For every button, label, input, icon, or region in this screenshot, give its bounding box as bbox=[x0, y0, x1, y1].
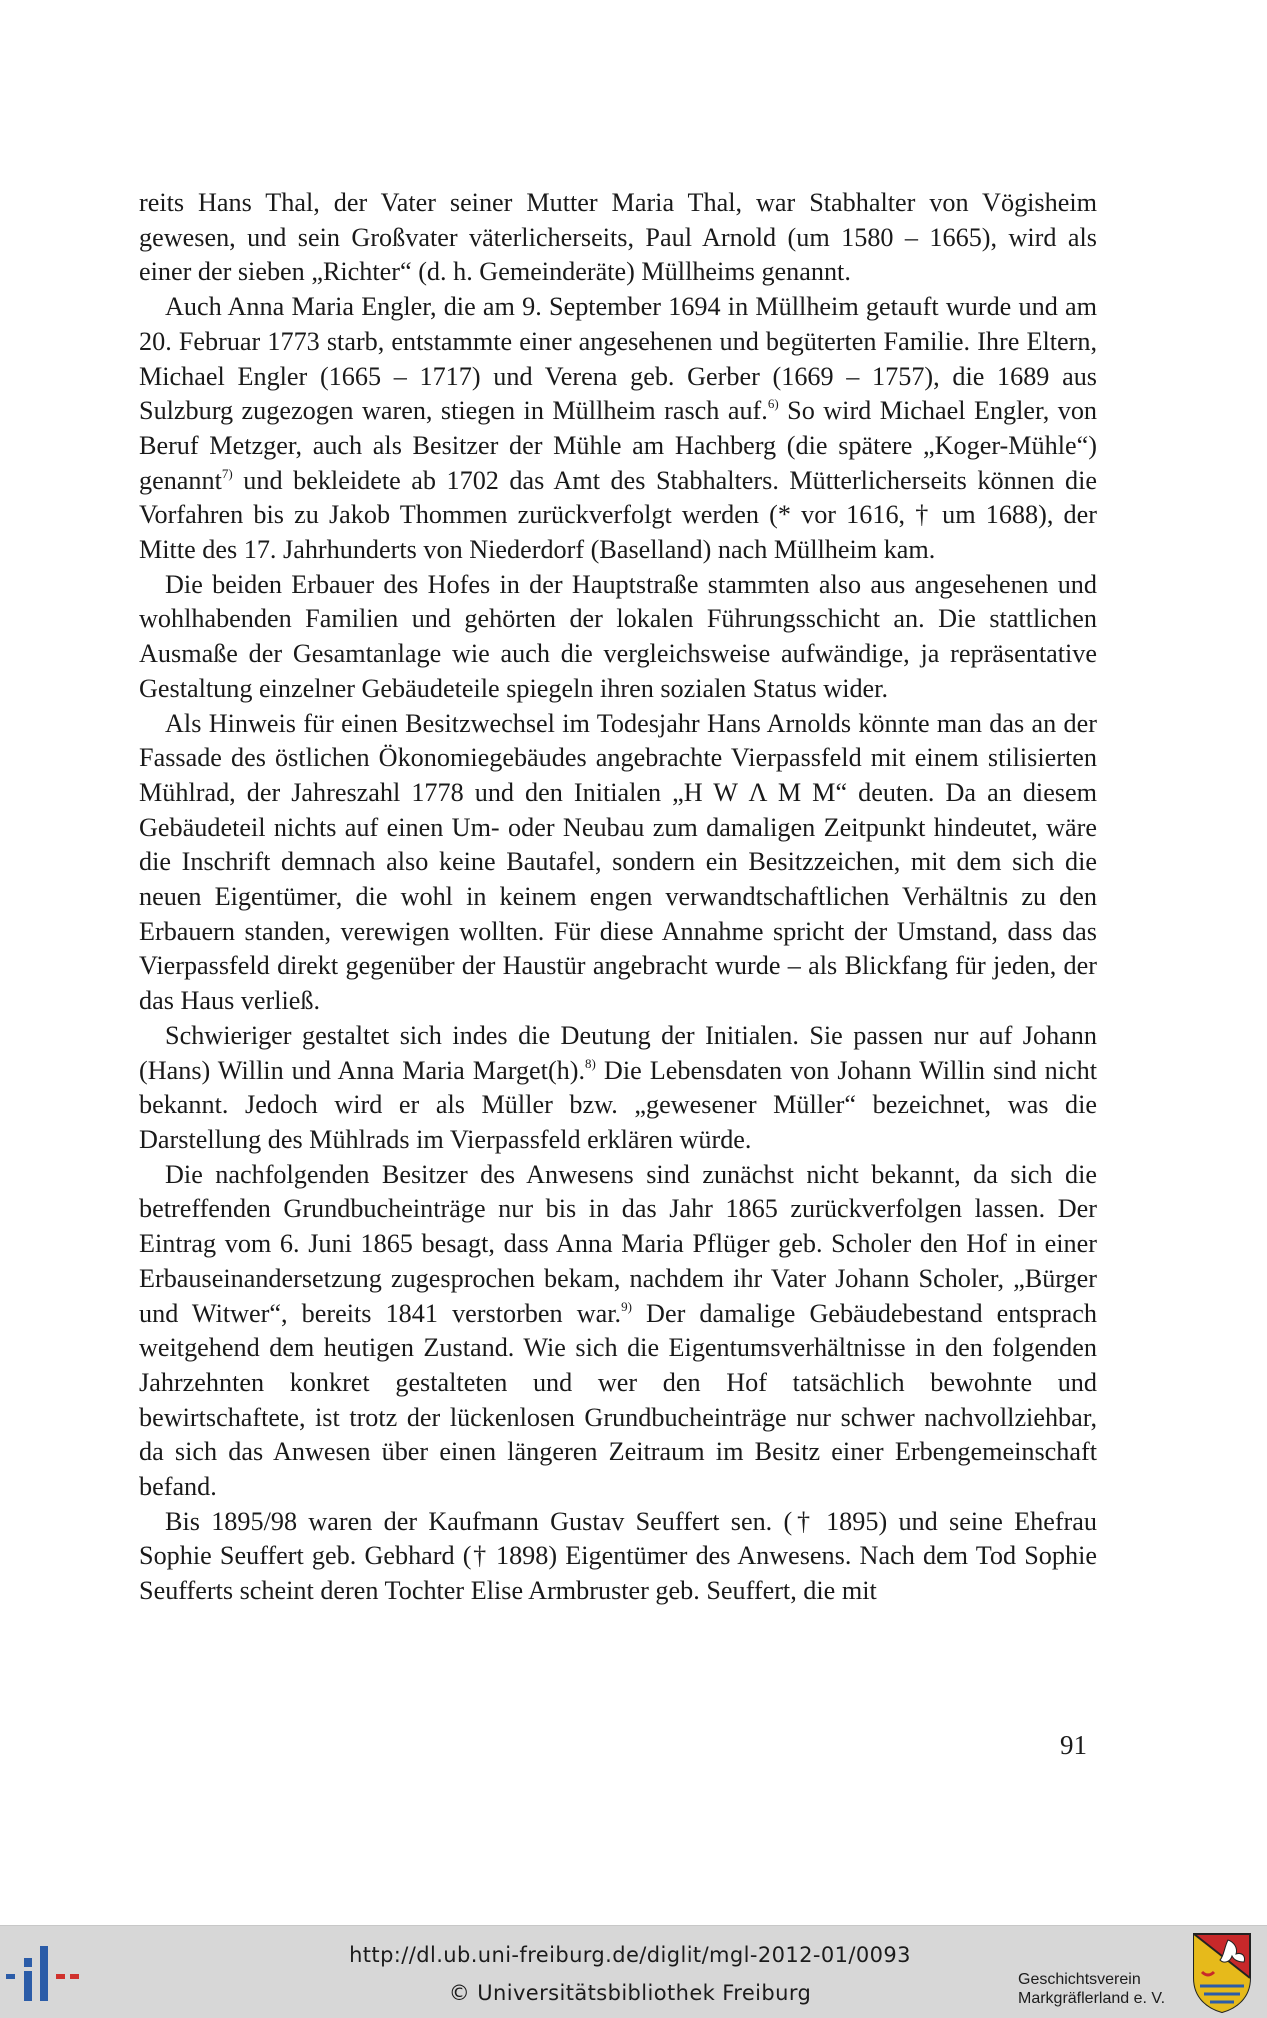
paragraph-5: Schwieriger gestaltet sich indes die Deutung der Initialen. Sie passen nur auf Johann (Hans) Willin und Anna Maria Marget(h).$^{8)}$ Die Lebensdaten von Johann Willin sind nicht bekannt. Jedoch wird er als Müller bzw. „gewesener Müller“ bezeichnet, was die Darstellung des Mühlrads im Vierpassfeld erklären würde. bbox=[139, 1020, 1098, 1154]
page-number: 91 bbox=[1060, 1730, 1087, 1760]
footer-copyright: © Universitätsbibliothek Freiburg bbox=[448, 1981, 812, 2005]
paragraph-6: Die nachfolgenden Besitzer des Anwesens sind zunächst nicht bekannt, da sich die betreffenden Grundbucheinträge nur bis in das Jahr 1865 zurückverfolgen lassen. Der Eintrag vom 6. Juni 1865 besagt, dass Anna Maria Pflüger geb. Scholer den Hof in einer Erbauseinandersetzung zugesprochen bekam, nachdem ihr Vater Johann Scholer, „Bürger und Witwer“, bereits 1841 verstorben war.$^{9)}$ Der damalige Gebäudebestand entsprach weitgehend dem heutigen Zustand. Wie sich die Eigentumsverhältnisse in den folgenden Jahrzehnten konkret gestalteten und wer den Hof tatsächlich bewohnte und bewirtschaftete, ist trotz der lückenlosen Grundbucheinträge nur schwer nachvollziehbar, da sich das Anwesen über einen längeren Zeitraum im Besitz einer Erbengemeinschaft befand. bbox=[139, 1159, 1097, 1502]
society-name-line-2: Markgräflerland e. V. bbox=[1018, 1990, 1166, 2007]
ub-freiburg-logo-icon[interactable] bbox=[4, 1944, 82, 2008]
society-name-line-1: Geschichtsverein bbox=[1018, 1971, 1141, 1988]
paragraph-2: Auch Anna Maria Engler, die am 9. September 1694 in Müllheim getauft wurde und am 20. Februar 1773 starb, entstammte einer angesehenen und begüterten Familie. Ihre Eltern, Michael Engler (1665 – 1717) und Verena geb. Gerber (1669 – 1757), die 1689 aus Sulzburg zugezogen waren, stiegen in Müllheim rasch auf.$^{6)}$ So wird Michael Engler, von Beruf Metzger, auch als Besitzer der Mühle am Hachberg (die spätere „Koger-Mühle“) genannt$^{7)}$ und bekleidete ab 1702 das Amt des Stabhalters. Mütterlicherseits können die Vorfahren bis zu Jakob Thommen zurückverfolgt werden (* vor 1616, † um 1688), der Mitte des 17. Jahrhunderts von Niederdorf (Baselland) nach Müllheim kam. bbox=[139, 292, 1098, 565]
footnote-mark-9[interactable]: 9) bbox=[621, 1298, 632, 1314]
paragraph-3: Die beiden Erbauer des Hofes in der Hauptstraße stammten also aus angesehenen und wohlhabenden Familien und gehörten der lokalen Führungsschicht an. Die stattlichen Ausmaße der Gesamtanlage wie auch die vergleichsweise aufwändige, ja repräsentative Gestaltung einzelner Gebäudeteile spiegeln ihren sozialen Status wider. bbox=[139, 569, 1097, 703]
footnote-mark-7[interactable]: 7) bbox=[221, 465, 233, 481]
footer-url-link[interactable]: http://dl.ub.uni-freiburg.de/diglit/mgl-2012-01/0093 bbox=[349, 1943, 911, 1967]
society-name bbox=[1018, 1970, 1165, 2008]
paragraph-1: reits Hans Thal, der Vater seiner Mutter Maria Thal, war Stabhalter von Vögisheim gewesen, und sein Großvater väterlicherseits, Paul Arnold (um 1580 – 1665), wird als einer der sieben „Richter“ (d. h. Gemeinderäte) Müllheims genannt. bbox=[139, 188, 1097, 287]
paragraph-7: Bis 1895/98 waren der Kaufmann Gustav Seuffert sen. († 1895) und seine Ehefrau Sophie Seuffert geb. Gebhard († 1898) Eigentümer des Anwesens. Nach dem Tod Sophie Seufferts scheint deren Tochter Elise Armbruster geb. Seuffert, die mit bbox=[139, 1506, 1097, 1606]
footnote-mark-6[interactable]: 6) bbox=[767, 396, 779, 412]
footer-bar bbox=[0, 1925, 1267, 2018]
society-crest-icon[interactable] bbox=[1192, 1932, 1252, 2014]
page-body bbox=[139, 186, 1097, 1609]
footnote-mark-8[interactable]: 8) bbox=[585, 1055, 596, 1071]
paragraph-4: Als Hinweis für einen Besitzwechsel im Todesjahr Hans Arnolds könnte man das an der Fassade des östlichen Ökonomiegebäudes angebrachte Vierpassfeld mit einem stilisierten Mühlrad, der Jahreszahl 1778 und den Initialen „H W Λ M M“ deuten. Da an diesem Gebäudeteil nichts auf einen Um- oder Neubau zum damaligen Zeitpunkt hindeutet, wäre die Inschrift demnach also keine Bautafel, sondern ein Besitzzeichen, mit dem sich die neuen Eigentümer, die wohl in keinem engen verwandtschaftlichen Verhältnis zu den Erbauern standen, verewigen wollten. Für diese Annahme spricht der Umstand, dass das Vierpassfeld direkt gegenüber der Haustür angebracht wurde – als Blickfang für jeden, der das Haus verließ. bbox=[139, 708, 1097, 1016]
